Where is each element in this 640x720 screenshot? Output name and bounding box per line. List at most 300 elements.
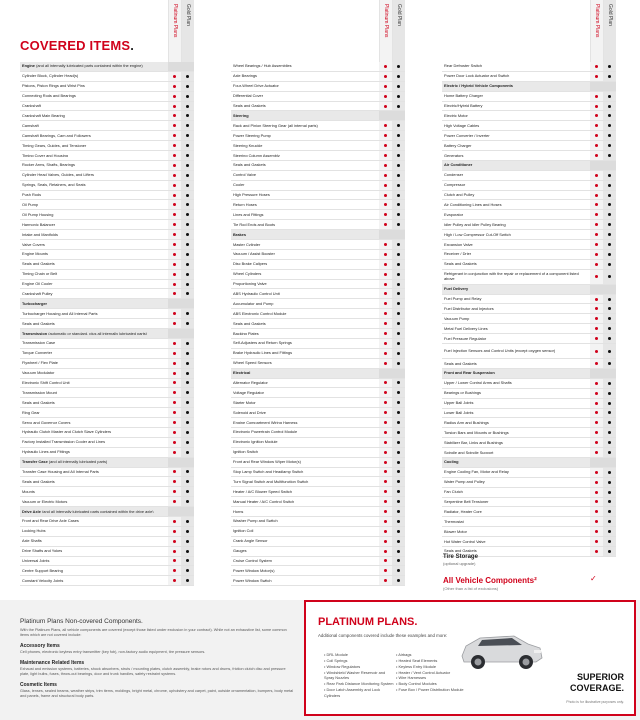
covered-item-row (20, 210, 194, 220)
item-label: High Pressure Hoses (233, 193, 270, 197)
gold-cell (392, 141, 405, 150)
section-header (20, 507, 194, 517)
covered-item-row (231, 210, 405, 220)
gold-covered-dot-icon (186, 203, 189, 206)
platinum-covered-dot-icon (384, 431, 387, 434)
platinum-header-3: Platinum Plans (590, 0, 603, 62)
covered-item-row (20, 141, 194, 151)
platinum-covered-dot-icon (384, 451, 387, 454)
platinum-cell (168, 102, 181, 111)
item-label: Cooler (233, 183, 245, 188)
covered-item-row (442, 359, 616, 369)
covered-item-row (20, 408, 194, 418)
item-label: Ring Gear (22, 410, 40, 415)
gold-covered-dot-icon (397, 401, 400, 404)
platinum-cell (379, 369, 392, 378)
item-label: Torque Converter (22, 351, 53, 356)
gold-cell (392, 349, 405, 358)
section-header (442, 285, 616, 295)
platinum-cell (168, 369, 181, 378)
item-label: Serpentine Belt Tensioner (444, 500, 489, 504)
platinum-cell (379, 161, 392, 170)
platinum-covered-dot-icon (595, 174, 598, 177)
item-label: Mounts (22, 489, 35, 494)
gold-cell (181, 547, 194, 556)
covered-item-row (442, 498, 616, 508)
gold-covered-dot-icon (608, 491, 611, 494)
platinum-cell (590, 334, 603, 343)
item-label: Fuel Pressure Regulator (444, 336, 487, 341)
platinum-covered-dot-icon (384, 194, 387, 197)
gold-cell (181, 388, 194, 397)
section-title: Cooling (444, 460, 459, 465)
gold-cell (181, 141, 194, 150)
item-label: Centre Support Bearing (22, 568, 63, 573)
gold-covered-dot-icon (186, 391, 189, 394)
platinum-covered-dot-icon (173, 569, 176, 572)
gold-covered-dot-icon (186, 144, 189, 147)
covered-item-row (20, 200, 194, 210)
gold-covered-dot-icon (186, 401, 189, 404)
gold-cell (181, 576, 194, 585)
item-label: Power Converter / Inverter (444, 133, 490, 138)
platinum-covered-dot-icon (595, 327, 598, 330)
item-label: Seals and Gaskets (22, 262, 55, 267)
gold-cell (603, 517, 616, 526)
gold-covered-dot-icon (608, 441, 611, 444)
platinum-covered-dot-icon (384, 530, 387, 533)
platinum-covered-dot-icon (384, 381, 387, 384)
platinum-covered-dot-icon (384, 500, 387, 503)
platinum-covered-dot-icon (595, 421, 598, 424)
gold-covered-dot-icon (608, 402, 611, 405)
covered-item-row (231, 151, 405, 161)
covered-item-row (442, 191, 616, 201)
platinum-cell (590, 102, 603, 111)
gold-covered-dot-icon (186, 292, 189, 295)
platinum-covered-dot-icon (595, 540, 598, 543)
item-label: Ignition Coil (233, 529, 254, 534)
gold-covered-dot-icon (186, 540, 189, 543)
item-label: Crankshaft Main Bearing (22, 113, 65, 118)
platinum-covered-dot-icon (173, 164, 176, 167)
gold-cell (181, 319, 194, 328)
gold-covered-dot-icon (608, 105, 611, 108)
platinum-cell (379, 121, 392, 130)
platinum-covered-dot-icon (384, 85, 387, 88)
covered-item-row (231, 576, 405, 586)
item-label: Electronic Ignition Module (233, 440, 278, 445)
gold-cell (392, 72, 405, 81)
section-note: (and all internally lubricated parts) (48, 460, 108, 465)
gold-cell (603, 527, 616, 536)
gold-cell (181, 270, 194, 279)
gold-cell (181, 191, 194, 200)
gold-covered-dot-icon (397, 124, 400, 127)
platinum-covered-dot-icon (595, 194, 598, 197)
gold-cell (603, 458, 616, 467)
gold-cell (603, 220, 616, 229)
section-title: Air Conditioner (444, 163, 473, 168)
platinum-cell (168, 557, 181, 566)
platinum-cell (168, 151, 181, 160)
covered-item-row (231, 438, 405, 448)
gold-covered-dot-icon (186, 105, 189, 108)
gold-covered-dot-icon (186, 530, 189, 533)
item-label: Locking Hubs (22, 529, 46, 534)
platinum-covered-dot-icon (595, 317, 598, 320)
gold-covered-dot-icon (397, 381, 400, 384)
gold-cell (181, 359, 194, 368)
platinum-cell (590, 82, 603, 91)
platinum-covered-dot-icon (595, 275, 598, 278)
platinum-cell (168, 210, 181, 219)
section-title: Transfer Case (22, 460, 48, 465)
platinum-header-2: Platinum Plans (379, 0, 392, 62)
platinum-covered-dot-icon (384, 391, 387, 394)
item-label: Differential Cover (233, 94, 263, 99)
section-title: Fuel Delivery (444, 287, 469, 292)
gold-covered-dot-icon (186, 451, 189, 454)
gold-covered-dot-icon (186, 75, 189, 78)
platinum-cell (379, 576, 392, 585)
platinum-covered-dot-icon (384, 352, 387, 355)
platinum-covered-dot-icon (173, 480, 176, 483)
covered-item-row (20, 250, 194, 260)
platinum-covered-dot-icon (384, 223, 387, 226)
platinum-cell (168, 230, 181, 239)
gold-cell (392, 418, 405, 427)
platinum-covered-dot-icon (384, 579, 387, 582)
gold-cell (603, 304, 616, 313)
platinum-covered-dot-icon (173, 312, 176, 315)
gold-cell (392, 131, 405, 140)
covered-item-row (20, 181, 194, 191)
item-label: High Voltage Cables (444, 123, 480, 128)
gold-covered-dot-icon (186, 243, 189, 246)
platinum-covered-dot-icon (384, 124, 387, 127)
platinum-cell (379, 250, 392, 259)
item-label: Push Rods (22, 193, 42, 197)
platinum-covered-dot-icon (173, 233, 176, 236)
platinum-covered-dot-icon (173, 105, 176, 108)
item-label: Seals and Gaskets (444, 262, 477, 267)
item-label: Home Battery Charger (444, 94, 483, 99)
gold-cell (603, 359, 616, 368)
item-label: Lower Ball Joints (444, 410, 474, 415)
covered-item-row (20, 547, 194, 557)
item-label: Seals and Gaskets (233, 163, 266, 168)
item-label: Bearings or Bushings (444, 391, 481, 396)
item-label: Ignition Switch (233, 450, 259, 455)
tire-storage: Tire Storage (optional upgrade) (443, 554, 478, 566)
platinum-cell (168, 448, 181, 457)
item-label: Brake Hydraulic Lines and Fittings (233, 351, 293, 356)
covered-item-row (442, 102, 616, 112)
covered-item-row (231, 141, 405, 151)
item-label: Radius Arm and Bushings (444, 420, 489, 425)
platinum-cell (168, 408, 181, 417)
gold-covered-dot-icon (186, 470, 189, 473)
platinum-list-2: • Airbags • Heated Seat Elements • Keyless Entry Module • Heater / Vent Control Actuator • Wire Harnesses • Body Control Modules • Fuse Box / Power Distribution Module (396, 652, 466, 693)
covered-item-row (442, 121, 616, 131)
platinum-list-1: • DRL Module • Coil Springs • Window Regulators • Windshield Washer Reservoir and Spray Nozzles • Rear Park Distance Monitoring System • Door Latch Assembly and Lock Cylinders (324, 652, 394, 699)
platinum-covered-dot-icon (384, 540, 387, 543)
gold-cell (181, 339, 194, 348)
gold-covered-dot-icon (608, 550, 611, 553)
platinum-cell (379, 92, 392, 101)
gold-cell (603, 111, 616, 120)
all-vehicle-components: All Vehicle Components² (Other than a list of exclusions) (443, 576, 537, 591)
gold-cell (603, 72, 616, 81)
platinum-cell (168, 359, 181, 368)
platinum-cell (590, 240, 603, 249)
covered-item-row (442, 334, 616, 344)
platinum-cell (168, 121, 181, 130)
gold-covered-dot-icon (186, 283, 189, 286)
platinum-covered-dot-icon (595, 451, 598, 454)
covered-item-row (231, 339, 405, 349)
platinum-covered-dot-icon (173, 559, 176, 562)
covered-item-row (20, 240, 194, 250)
covered-item-row (231, 270, 405, 280)
covered-item-row (231, 468, 405, 478)
platinum-cell (590, 527, 603, 536)
covered-item-row (20, 270, 194, 280)
gold-cell (603, 82, 616, 91)
covered-list-column-3 (442, 62, 616, 557)
gold-cell (181, 438, 194, 447)
platinum-covered-dot-icon (173, 85, 176, 88)
platinum-covered-dot-icon (173, 203, 176, 206)
covered-item-row (231, 398, 405, 408)
covered-item-row (442, 62, 616, 72)
covered-item-row (231, 487, 405, 497)
gold-covered-dot-icon (186, 223, 189, 226)
platinum-covered-dot-icon (595, 75, 598, 78)
gold-covered-dot-icon (397, 144, 400, 147)
gold-cell (603, 547, 616, 556)
platinum-covered-dot-icon (173, 243, 176, 246)
item-label: Starter Motor (233, 400, 256, 405)
item-label: Seals and Gaskets (22, 321, 55, 326)
gold-cell (392, 388, 405, 397)
platinum-covered-dot-icon (595, 105, 598, 108)
gold-covered-dot-icon (608, 124, 611, 127)
platinum-cell (379, 408, 392, 417)
covered-item-row (442, 260, 616, 270)
gold-cell (181, 102, 194, 111)
gold-covered-dot-icon (397, 213, 400, 216)
item-label: Oil Pump (22, 202, 38, 207)
covered-item-row (20, 487, 194, 497)
section-note: (automatic or standard, plus all internally lubricated parts) (48, 331, 148, 336)
platinum-covered-dot-icon (595, 95, 598, 98)
gold-covered-dot-icon (397, 391, 400, 394)
item-label: Self-Adjusters and Return Springs (233, 341, 292, 346)
platinum-covered-dot-icon (384, 362, 387, 365)
gold-covered-dot-icon (186, 273, 189, 276)
gold-cell (392, 477, 405, 486)
platinum-cell (168, 250, 181, 259)
gold-cell (603, 295, 616, 304)
gold-cell (603, 507, 616, 516)
item-label: Intake and Manifolds (22, 232, 58, 237)
covered-item-row (20, 369, 194, 379)
gold-covered-dot-icon (608, 411, 611, 414)
platinum-covered-dot-icon (595, 144, 598, 147)
platinum-cell (379, 299, 392, 308)
gold-covered-dot-icon (397, 470, 400, 473)
gold-cell (181, 121, 194, 130)
item-label: Proportioning Valve (233, 282, 267, 286)
platinum-cell (379, 497, 392, 506)
covered-item-row (231, 458, 405, 468)
platinum-covered-dot-icon (595, 337, 598, 340)
gold-cell (392, 309, 405, 318)
platinum-cell (379, 240, 392, 249)
gold-header-1: Gold Plan (181, 0, 194, 62)
item-label: Water Pump and Pulley (444, 480, 485, 485)
platinum-cell (168, 517, 181, 526)
item-label: Engine Compartment Wiring Harness (233, 420, 298, 425)
platinum-covered-dot-icon (384, 263, 387, 266)
covered-item-row (442, 220, 616, 230)
platinum-cell (379, 458, 392, 467)
item-label: Hot Water Control Valve (444, 539, 486, 544)
gold-covered-dot-icon (608, 275, 611, 278)
gold-cell (392, 111, 405, 120)
gold-covered-dot-icon (397, 75, 400, 78)
platinum-covered-dot-icon (173, 540, 176, 543)
covered-item-row (231, 250, 405, 260)
covered-item-row (442, 72, 616, 82)
covered-item-row (20, 398, 194, 408)
item-label: Idler Pulley and Idler Pulley Bearing (444, 222, 506, 227)
platinum-cell (590, 438, 603, 447)
gold-covered-dot-icon (608, 65, 611, 68)
gold-cell (392, 299, 405, 308)
platinum-covered-dot-icon (595, 263, 598, 266)
platinum-cell (379, 171, 392, 180)
platinum-covered-dot-icon (173, 411, 176, 414)
gold-cell (392, 289, 405, 298)
covered-item-row (231, 200, 405, 210)
covered-item-row (442, 304, 616, 314)
platinum-covered-dot-icon (173, 263, 176, 266)
platinum-covered-dot-icon (595, 233, 598, 236)
covered-item-row (20, 557, 194, 567)
item-label: ABS Electronic Control Module (233, 311, 287, 316)
gold-cell (392, 448, 405, 457)
section-header (442, 458, 616, 468)
item-label: Fuel Injection Sensors and Control Units (except oxygen sensor) (444, 348, 556, 353)
gold-covered-dot-icon (608, 203, 611, 206)
gold-cell (603, 537, 616, 546)
gold-cell (392, 408, 405, 417)
item-label: Gauges (233, 549, 247, 554)
platinum-cell (168, 289, 181, 298)
covered-item-row (231, 299, 405, 309)
gold-covered-dot-icon (186, 431, 189, 434)
platinum-covered-dot-icon (384, 164, 387, 167)
item-label: Expansion Valve (444, 242, 473, 247)
platinum-cell (590, 507, 603, 516)
section-header (20, 62, 194, 72)
gold-covered-dot-icon (186, 490, 189, 493)
platinum-covered-dot-icon (384, 243, 387, 246)
platinum-covered-dot-icon (173, 352, 176, 355)
covered-item-row (20, 220, 194, 230)
gold-cell (392, 557, 405, 566)
covered-item-row (442, 517, 616, 527)
platinum-cell (590, 62, 603, 71)
gold-cell (392, 507, 405, 516)
platinum-cell (379, 537, 392, 546)
platinum-cell (590, 468, 603, 477)
gold-covered-dot-icon (186, 411, 189, 414)
covered-item-row (442, 210, 616, 220)
gold-cell (181, 477, 194, 486)
item-label: Electronic Powertrain Control Module (233, 430, 298, 435)
gold-covered-dot-icon (186, 263, 189, 266)
covered-item-row (442, 250, 616, 260)
gold-covered-dot-icon (397, 283, 400, 286)
gold-cell (181, 161, 194, 170)
gold-covered-dot-icon (397, 203, 400, 206)
platinum-cell (379, 102, 392, 111)
gold-cell (181, 398, 194, 407)
covered-item-row (231, 428, 405, 438)
platinum-covered-dot-icon (173, 381, 176, 384)
platinum-cell (590, 399, 603, 408)
gold-cell (603, 468, 616, 477)
gold-cell (392, 151, 405, 160)
platinum-covered-dot-icon (384, 154, 387, 157)
item-label: Tie Rod Ends and Boots (233, 222, 276, 227)
covered-item-row (20, 171, 194, 181)
platinum-covered-dot-icon (384, 203, 387, 206)
covered-item-row (442, 344, 616, 359)
platinum-cell (590, 250, 603, 259)
gold-cell (603, 314, 616, 323)
platinum-covered-dot-icon (595, 441, 598, 444)
covered-item-row (20, 477, 194, 487)
platinum-covered-dot-icon (173, 154, 176, 157)
platinum-covered-dot-icon (384, 95, 387, 98)
gold-covered-dot-icon (186, 134, 189, 137)
item-label: Front and Rear Window Wiper Motor(s) (233, 460, 301, 465)
gold-cell (181, 507, 194, 516)
platinum-cell (379, 527, 392, 536)
gold-covered-dot-icon (186, 184, 189, 187)
covered-item-row (20, 102, 194, 112)
gold-cell (603, 181, 616, 190)
platinum-covered-dot-icon (173, 174, 176, 177)
section-title: Turbocharger (22, 301, 48, 306)
platinum-cell (590, 369, 603, 378)
gold-cell (181, 458, 194, 467)
gold-covered-dot-icon (397, 174, 400, 177)
platinum-covered-dot-icon (173, 95, 176, 98)
covered-item-row (231, 557, 405, 567)
gold-cell (392, 250, 405, 259)
gold-covered-dot-icon (397, 65, 400, 68)
covered-item-row (442, 295, 616, 305)
item-label: Transfer Case Housing and All Internal Parts (22, 470, 99, 474)
gold-cell (603, 151, 616, 160)
platinum-cell (590, 72, 603, 81)
